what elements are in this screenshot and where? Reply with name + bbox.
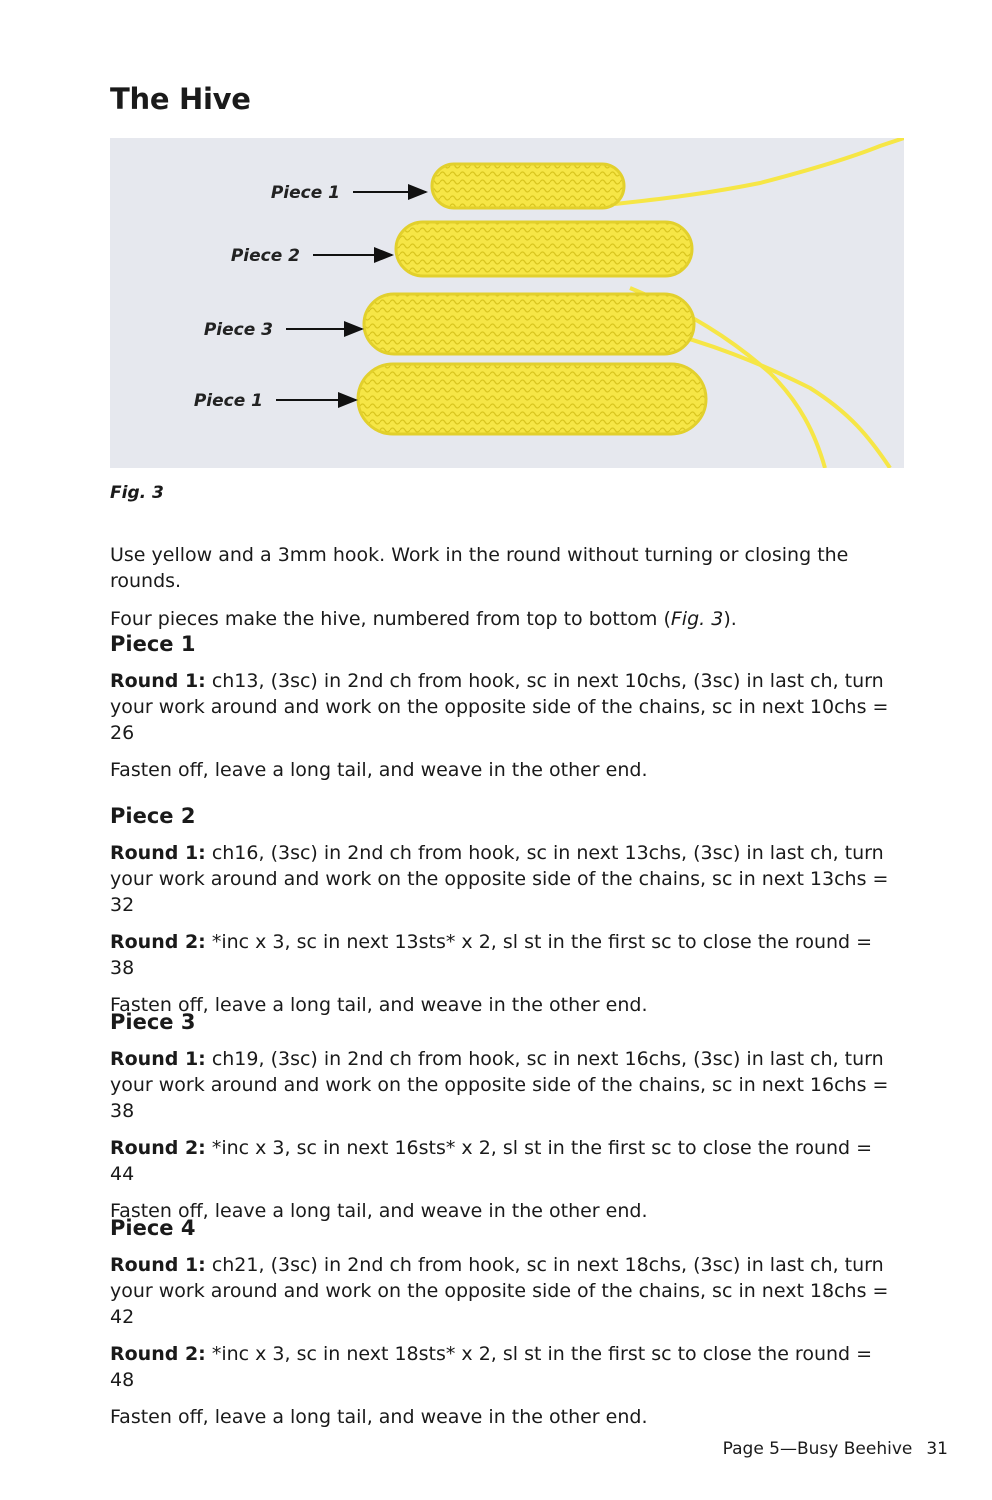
section-piece-4 bbox=[110, 1214, 900, 1441]
page-footer bbox=[723, 1437, 948, 1461]
section-heading: Piece 4 bbox=[110, 1216, 196, 1240]
crochet-piece-2 bbox=[396, 222, 692, 276]
figure-caption: Fig. 3 bbox=[110, 483, 164, 503]
figure-label-4: Piece 1 bbox=[193, 391, 263, 411]
figure-photo bbox=[110, 138, 904, 468]
section-piece-1 bbox=[110, 630, 900, 794]
crochet-piece-bottom bbox=[358, 364, 706, 434]
round-instruction: Round 2: *inc x 3, sc in next 18sts* x 2, sl st in the first sc to close the round = 48 bbox=[110, 1343, 873, 1391]
page-title: The Hive bbox=[110, 82, 251, 116]
finish-instruction: Fasten off, leave a long tail, and weave in the other end. bbox=[110, 759, 648, 781]
round-instruction: Round 1: ch13, (3sc) in 2nd ch from hook, sc in next 10chs, (3sc) in last ch, turn your work around and work on the opposite side of the chains, sc in next 10chs = 26 bbox=[110, 670, 889, 744]
finish-instruction: Fasten off, leave a long tail, and weave in the other end. bbox=[110, 994, 648, 1016]
figure-reference: Fig. 3 bbox=[670, 608, 724, 630]
intro-line-2: Four pieces make the hive, numbered from top to bottom (Fig. 3). bbox=[110, 608, 737, 630]
section-piece-2 bbox=[110, 802, 900, 1029]
figure-label-1: Piece 1 bbox=[270, 183, 340, 203]
crochet-piece-3 bbox=[364, 294, 694, 354]
crochet-pieces-photo bbox=[110, 138, 904, 468]
page-number: 31 bbox=[926, 1439, 948, 1459]
crochet-piece-1-top bbox=[432, 164, 624, 208]
section-heading: Piece 1 bbox=[110, 632, 196, 656]
round-instruction: Round 2: *inc x 3, sc in next 16sts* x 2, sl st in the first sc to close the round = 44 bbox=[110, 1137, 873, 1185]
section-piece-3 bbox=[110, 1008, 900, 1235]
round-instruction: Round 1: ch16, (3sc) in 2nd ch from hook, sc in next 13chs, (3sc) in last ch, turn your work around and work on the opposite side of the chains, sc in next 13chs = 32 bbox=[110, 842, 889, 916]
finish-instruction: Fasten off, leave a long tail, and weave in the other end. bbox=[110, 1406, 648, 1428]
figure-label-2: Piece 2 bbox=[230, 246, 300, 266]
round-instruction: Round 2: *inc x 3, sc in next 13sts* x 2, sl st in the first sc to close the round = 38 bbox=[110, 931, 873, 979]
section-heading: Piece 3 bbox=[110, 1010, 196, 1034]
round-instruction: Round 1: ch19, (3sc) in 2nd ch from hook, sc in next 16chs, (3sc) in last ch, turn your work around and work on the opposite side of the chains, sc in next 16chs = 38 bbox=[110, 1048, 889, 1122]
figure-label-3: Piece 3 bbox=[203, 320, 273, 340]
footer-text: Page 5—Busy Beehive bbox=[722, 1439, 913, 1459]
section-heading: Piece 2 bbox=[110, 804, 196, 828]
round-instruction: Round 1: ch21, (3sc) in 2nd ch from hook, sc in next 18chs, (3sc) in last ch, turn your work around and work on the opposite side of the chains, sc in next 18chs = 42 bbox=[110, 1254, 889, 1328]
finish-instruction: Fasten off, leave a long tail, and weave in the other end. bbox=[110, 1200, 648, 1222]
intro bbox=[110, 542, 910, 644]
intro-line-1: Use yellow and a 3mm hook. Work in the round without turning or closing the rounds. bbox=[110, 544, 849, 592]
